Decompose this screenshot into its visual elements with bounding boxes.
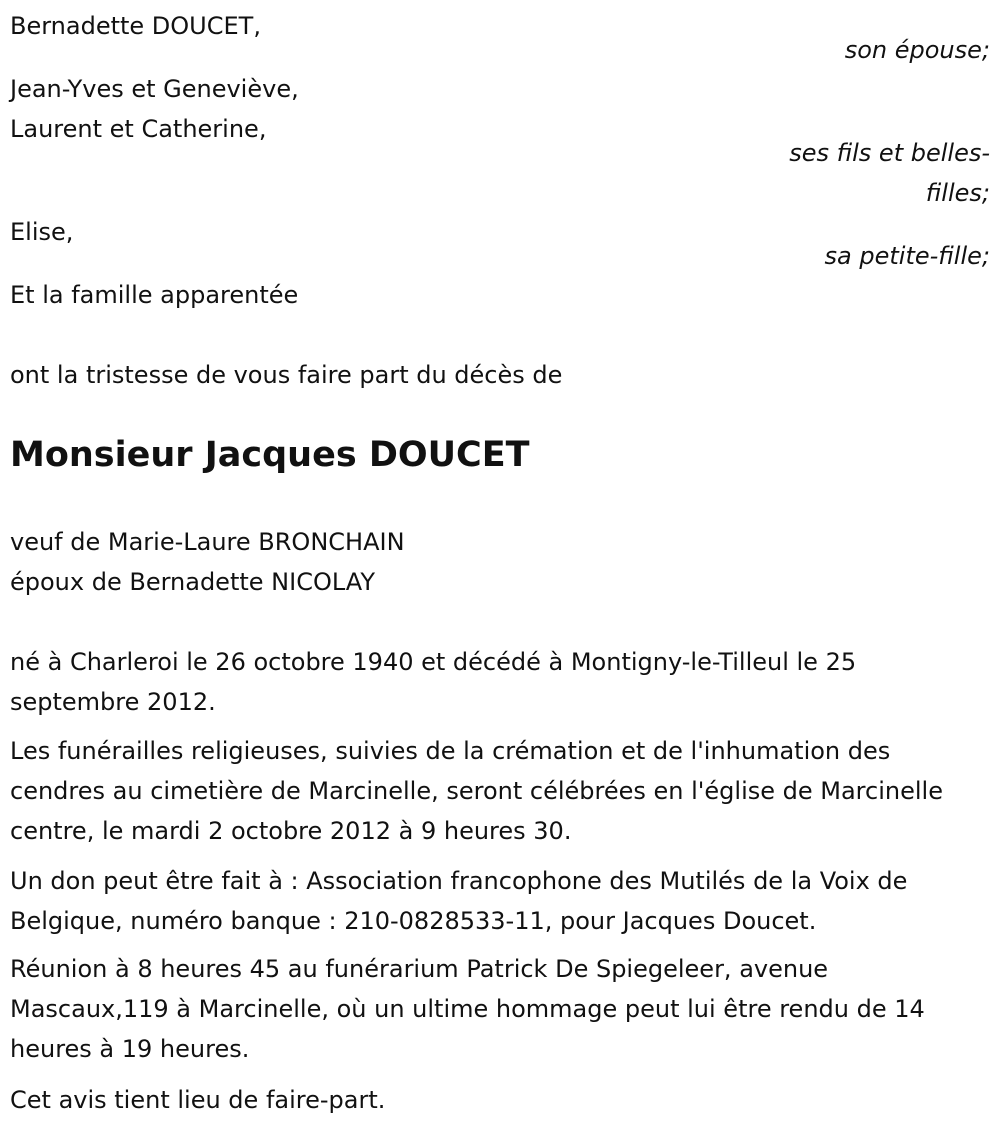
funeral-paragraph: Les funérailles religieuses, suivies de la crémation et de l'inhumation des cendres au cimetière de Marcinelle, seront célébrées en l'église de Marcinelle centre, le mardi 2 octobre 2012 à 9 heures 30. (10, 737, 943, 845)
spouse-name: Bernadette DOUCET, (10, 12, 261, 40)
child-line-2: Laurent et Catherine, (10, 115, 267, 143)
donation-paragraph: Un don peut être fait à : Association francophone des Mutilés de la Voix de Belgique, numéro banque : 210-0828533-11, pour Jacques Doucet. (10, 867, 908, 935)
husband-line: époux de Bernadette NICOLAY (10, 568, 375, 596)
children-role-line-2: filles; (925, 179, 990, 207)
notice-paragraph: Cet avis tient lieu de faire-part. (10, 1086, 386, 1114)
birth-death-paragraph: né à Charleroi le 26 octobre 1940 et décédé à Montigny-le-Tilleul le 25 septembre 2012. (10, 648, 857, 716)
child-line-1: Jean-Yves et Geneviève, (10, 75, 299, 103)
spouse-role: son épouse; (844, 36, 990, 64)
deceased-name: Monsieur Jacques DOUCET (10, 435, 530, 475)
grandchild-name: Elise, (10, 218, 74, 246)
grandchild-role: sa petite-fille; (824, 242, 990, 270)
widower-line: veuf de Marie-Laure BRONCHAIN (10, 528, 405, 556)
gathering-paragraph: Réunion à 8 heures 45 au funérarium Patrick De Spiegeleer, avenue Mascaux,119 à Marcinelle, où un ultime hommage peut lui être rendu de 14 heures à 19 heures. (10, 955, 925, 1063)
children-role (789, 133, 990, 213)
children-role-line-1: ses fils et belles- (789, 139, 990, 167)
announcement-line: ont la tristesse de vous faire part du décès de (10, 361, 563, 389)
relatives-line: Et la famille apparentée (10, 281, 299, 309)
